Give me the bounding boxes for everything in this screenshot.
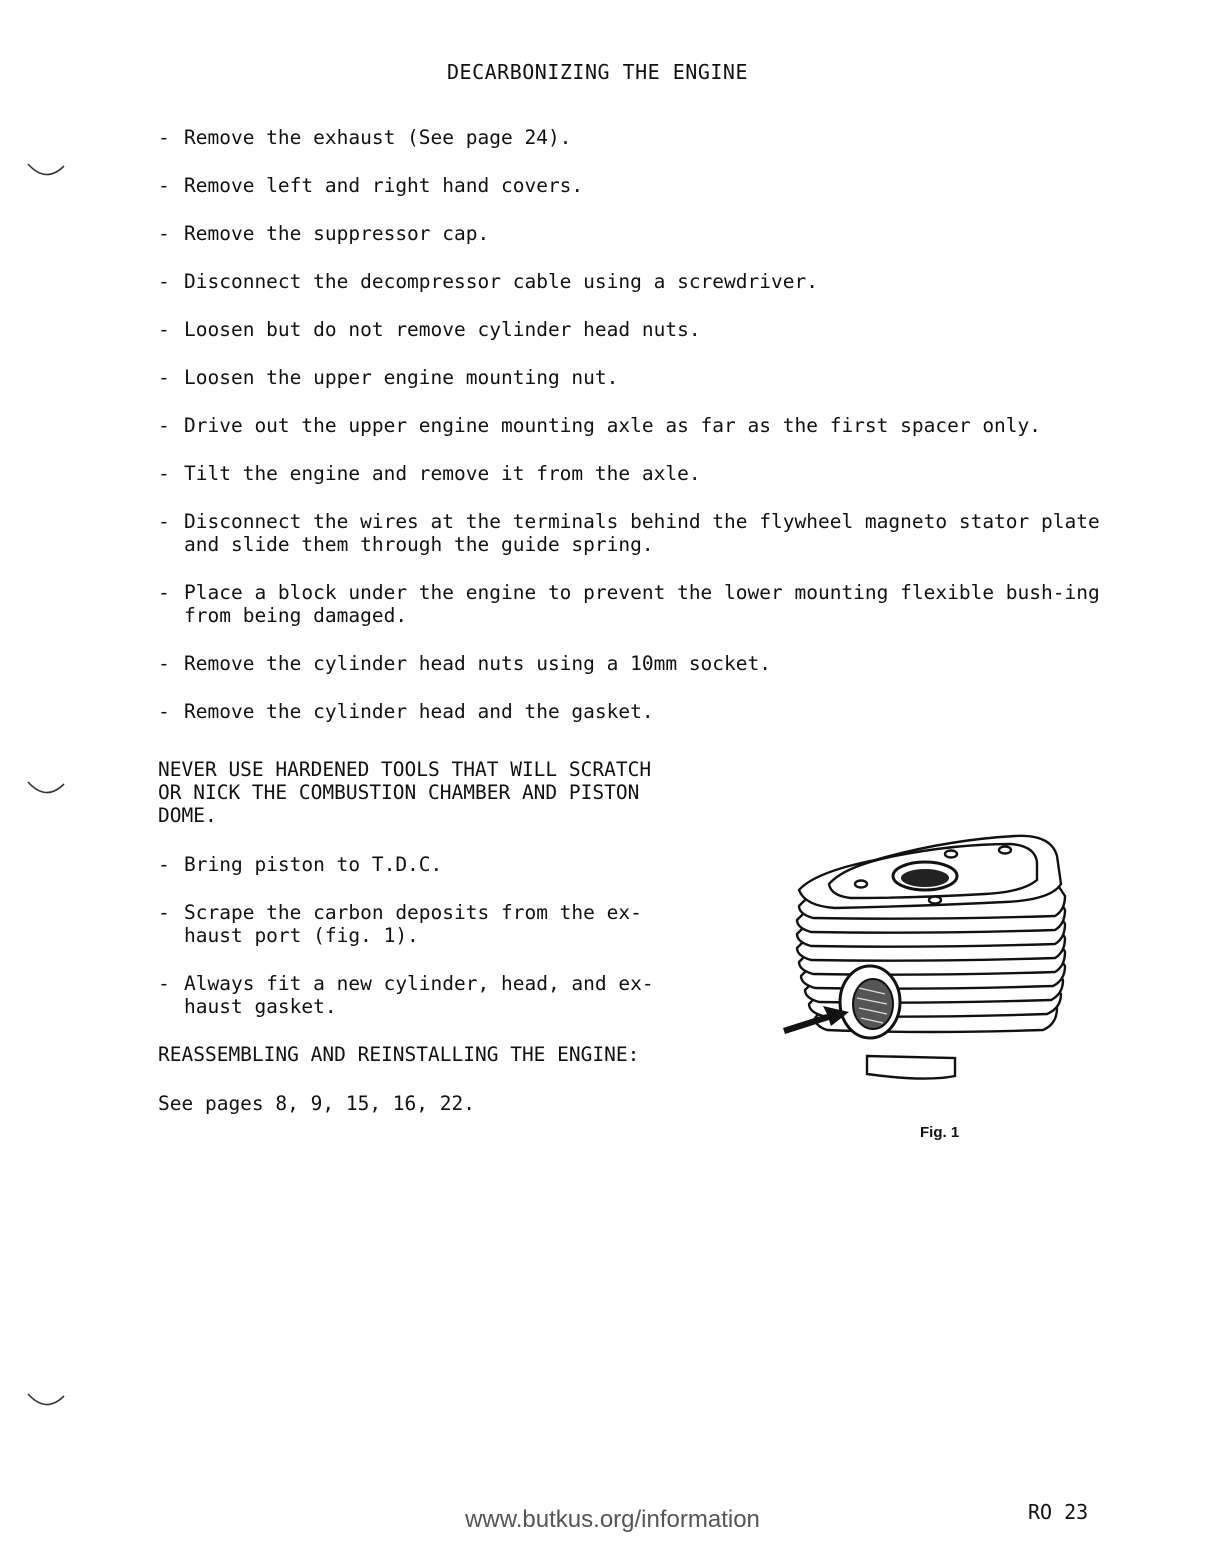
step-text: Bring piston to T.D.C. bbox=[184, 853, 443, 876]
step-text: Remove left and right hand covers. bbox=[184, 174, 584, 197]
bullet-dash: - bbox=[158, 972, 170, 995]
step-text: Loosen but do not remove cylinder head nuts. bbox=[184, 318, 701, 341]
bullet-dash: - bbox=[158, 174, 170, 197]
list-item bbox=[158, 652, 1118, 675]
binder-hole-mark bbox=[26, 160, 66, 180]
list-item bbox=[158, 318, 1118, 341]
reassembly-heading: REASSEMBLING AND REINSTALLING THE ENGINE: bbox=[158, 1043, 640, 1066]
bullet-dash: - bbox=[158, 901, 170, 924]
step-text: Remove the cylinder head and the gasket. bbox=[184, 700, 654, 723]
list-item bbox=[158, 270, 1118, 293]
binder-hole-mark bbox=[26, 778, 66, 798]
bullet-dash: - bbox=[158, 510, 170, 533]
bullet-dash: - bbox=[158, 318, 170, 341]
step-text: Disconnect the decompressor cable using a screwdriver. bbox=[184, 270, 818, 293]
step-text: Loosen the upper engine mounting nut. bbox=[184, 366, 619, 389]
bullet-dash: - bbox=[158, 700, 170, 723]
figure-caption: Fig. 1 bbox=[920, 1124, 960, 1141]
list-item bbox=[158, 366, 1118, 389]
bullet-dash: - bbox=[158, 126, 170, 149]
step-text: Scrape the carbon deposits from the ex-haust port (fig. 1). bbox=[184, 901, 642, 947]
bullet-dash: - bbox=[158, 270, 170, 293]
list-item bbox=[158, 972, 698, 1018]
step-text: Remove the cylinder head nuts using a 10mm socket. bbox=[184, 652, 771, 675]
engine-cylinder-illustration bbox=[775, 826, 1075, 1086]
list-item bbox=[158, 901, 698, 947]
step-text: Disconnect the wires at the terminals behind the flywheel magneto stator plate and slide them through the guide spring. bbox=[184, 510, 1100, 556]
list-item bbox=[158, 581, 1118, 627]
steps-list bbox=[158, 126, 1118, 748]
binder-hole-mark bbox=[26, 1390, 66, 1410]
bullet-dash: - bbox=[158, 581, 170, 604]
list-item bbox=[158, 222, 1118, 245]
list-item bbox=[158, 510, 1118, 556]
lower-section bbox=[158, 758, 698, 1115]
list-item bbox=[158, 414, 1118, 437]
list-item bbox=[158, 700, 1118, 723]
footer-url: www.butkus.org/information bbox=[465, 1506, 760, 1533]
bullet-dash: - bbox=[158, 652, 170, 675]
list-item bbox=[158, 174, 1118, 197]
bullet-dash: - bbox=[158, 853, 170, 876]
step-text: Drive out the upper engine mounting axle as far as the first spacer only. bbox=[184, 414, 1042, 437]
bullet-dash: - bbox=[158, 414, 170, 437]
bullet-dash: - bbox=[158, 366, 170, 389]
step-text: Remove the exhaust (See page 24). bbox=[184, 126, 572, 149]
step-text: Place a block under the engine to prevent the lower mounting flexible bush-ing from being damaged. bbox=[184, 581, 1100, 627]
warning-note: NEVER USE HARDENED TOOLS THAT WILL SCRATCH OR NICK THE COMBUSTION CHAMBER AND PISTON DOME. bbox=[158, 758, 652, 827]
bullet-dash: - bbox=[158, 462, 170, 485]
bullet-dash: - bbox=[158, 222, 170, 245]
list-item bbox=[158, 126, 1118, 149]
page-number: RO 23 bbox=[1028, 1500, 1089, 1524]
step-text: Always fit a new cylinder, head, and ex-haust gasket. bbox=[184, 972, 654, 1018]
step-text: Remove the suppressor cap. bbox=[184, 222, 490, 245]
page-title: DECARBONIZING THE ENGINE bbox=[447, 60, 748, 84]
see-pages-reference: See pages 8, 9, 15, 16, 22. bbox=[158, 1092, 475, 1115]
list-item bbox=[158, 853, 698, 876]
step-text: Tilt the engine and remove it from the axle. bbox=[184, 462, 701, 485]
list-item bbox=[158, 462, 1118, 485]
